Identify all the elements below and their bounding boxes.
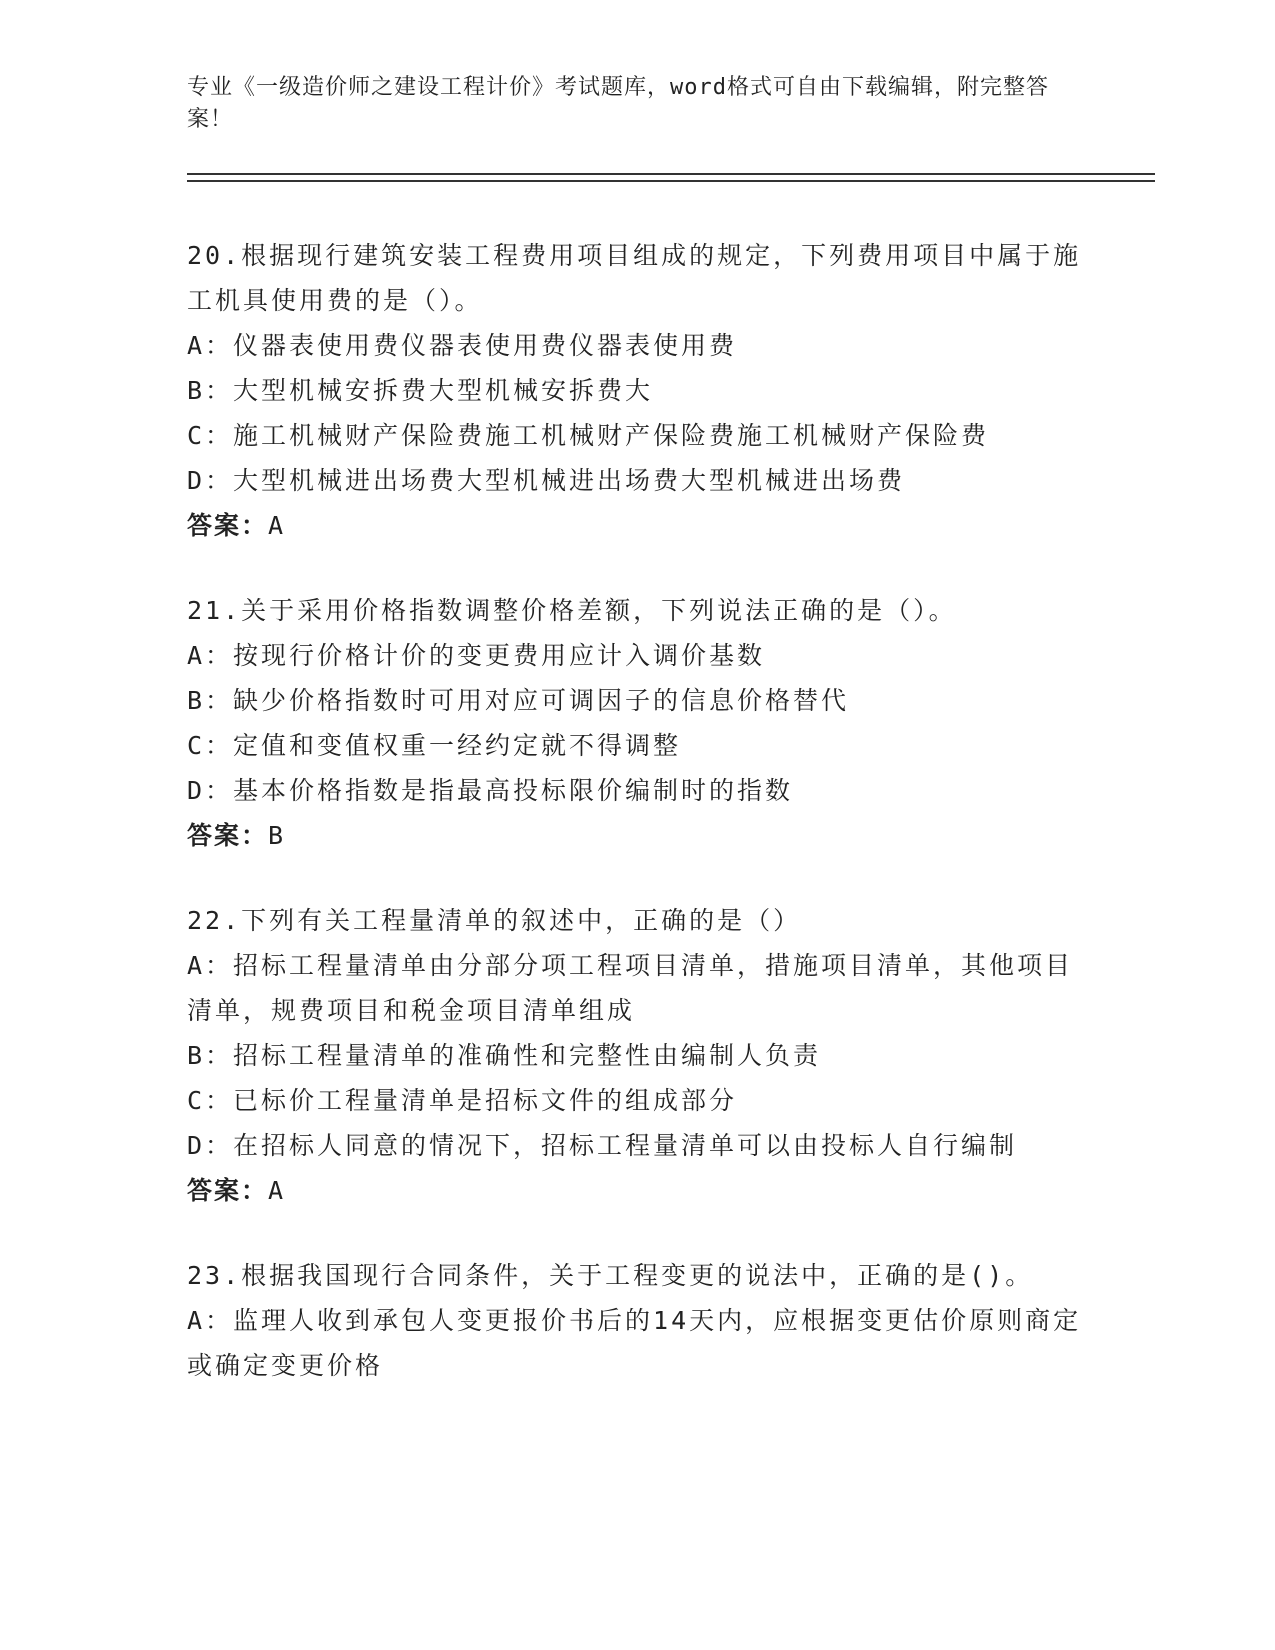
- option-b: B：招标工程量清单的准确性和完整性由编制人负责: [187, 1041, 822, 1070]
- question-20: [187, 233, 1087, 548]
- answer-label: 答案：: [187, 511, 269, 540]
- question-stem: 22.下列有关工程量清单的叙述中，正确的是（）: [187, 906, 802, 935]
- answer-value: A: [268, 511, 286, 540]
- option-c: C：定值和变值权重一经约定就不得调整: [187, 731, 682, 760]
- option-d: D：在招标人同意的情况下，招标工程量清单可以由投标人自行编制: [187, 1131, 1018, 1160]
- option-d: D：基本价格指数是指最高投标限价编制时的指数: [187, 776, 794, 805]
- option-a: A：监理人收到承包人变更报价书后的14天内，应根据变更估价原则商定或确定变更价格: [187, 1306, 1082, 1380]
- option-a: A：招标工程量清单由分部分项工程项目清单，措施项目清单，其他项目清单，规费项目和税金项目清单组成: [187, 951, 1074, 1025]
- answer-label: 答案：: [187, 1176, 269, 1205]
- question-23: [187, 1253, 1087, 1388]
- question-stem: 21.关于采用价格指数调整价格差额，下列说法正确的是（）。: [187, 596, 957, 625]
- header-divider-bottom: [187, 180, 1155, 182]
- answer-line: [187, 813, 1087, 858]
- header-divider-top: [187, 173, 1155, 175]
- answer-line: [187, 1168, 1087, 1213]
- option-c: C：施工机械财产保险费施工机械财产保险费施工机械财产保险费: [187, 421, 990, 450]
- question-22: [187, 898, 1087, 1213]
- option-b: B：缺少价格指数时可用对应可调因子的信息价格替代: [187, 686, 850, 715]
- question-21: [187, 588, 1087, 858]
- question-stem: 20.根据现行建筑安装工程费用项目组成的规定，下列费用项目中属于施工机具使用费的是（）。: [187, 241, 1082, 315]
- answer-value: B: [268, 821, 286, 850]
- document-header: 专业《一级造价师之建设工程计价》考试题库，word格式可自由下载编辑，附完整答案！: [187, 75, 1049, 132]
- answer-label: 答案：: [187, 821, 269, 850]
- answer-line: [187, 503, 1087, 548]
- option-b: B：大型机械安拆费大型机械安拆费大: [187, 376, 654, 405]
- question-stem: 23.根据我国现行合同条件，关于工程变更的说法中，正确的是()。: [187, 1261, 1034, 1290]
- option-a: A：仪器表使用费仪器表使用费仪器表使用费: [187, 331, 738, 360]
- answer-value: A: [268, 1176, 286, 1205]
- question-list: [187, 233, 1087, 1428]
- option-d: D：大型机械进出场费大型机械进出场费大型机械进出场费: [187, 466, 906, 495]
- option-c: C：已标价工程量清单是招标文件的组成部分: [187, 1086, 738, 1115]
- option-a: A：按现行价格计价的变更费用应计入调价基数: [187, 641, 766, 670]
